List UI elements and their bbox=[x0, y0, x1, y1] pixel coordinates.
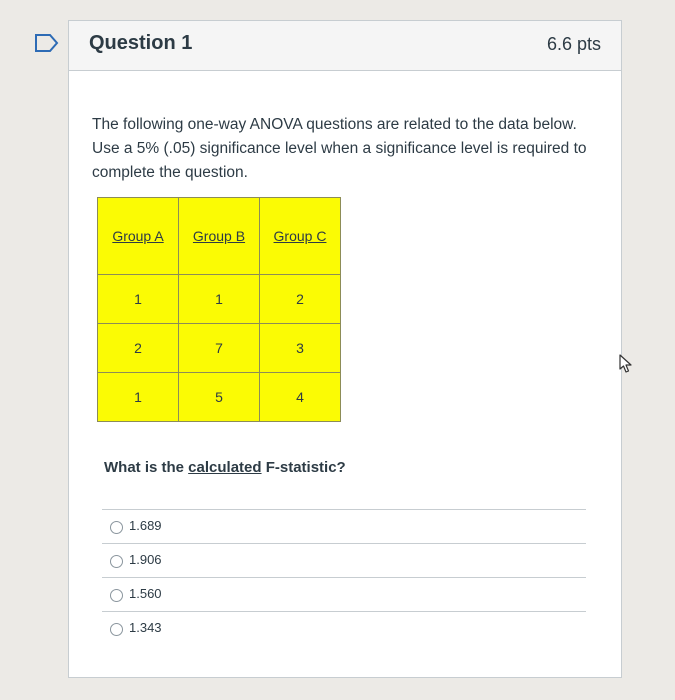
table-row bbox=[98, 324, 341, 373]
table-header-cell: Group A bbox=[98, 198, 179, 275]
radio-button[interactable] bbox=[110, 589, 123, 602]
answer-label[interactable]: 1.906 bbox=[129, 552, 162, 567]
bookmark-flag-icon[interactable] bbox=[34, 33, 60, 53]
radio-button[interactable] bbox=[110, 521, 123, 534]
table-header-row bbox=[98, 198, 341, 275]
table-cell: 7 bbox=[179, 324, 260, 373]
prompt-text: What is the bbox=[104, 459, 189, 476]
table-row bbox=[98, 275, 341, 324]
table-cell: 2 bbox=[260, 275, 341, 324]
radio-button[interactable] bbox=[110, 555, 123, 568]
mouse-pointer-icon bbox=[618, 354, 634, 374]
question-prompt bbox=[104, 459, 346, 476]
question-text: The following one-way ANOVA questions are related to the data below. Use a 5% (.05) significance level when a significance level is required to complete the question. bbox=[92, 116, 587, 181]
answer-label[interactable]: 1.343 bbox=[129, 620, 162, 635]
answer-list bbox=[102, 509, 586, 645]
table-cell: 1 bbox=[98, 373, 179, 422]
table-cell: 3 bbox=[260, 324, 341, 373]
question-card bbox=[68, 20, 622, 678]
table-header-cell: Group C bbox=[260, 198, 341, 275]
data-table bbox=[97, 197, 341, 422]
table-cell: 4 bbox=[260, 373, 341, 422]
question-title: Question 1 bbox=[89, 32, 193, 54]
answer-option[interactable] bbox=[102, 543, 586, 577]
table-cell: 1 bbox=[98, 275, 179, 324]
answer-option[interactable] bbox=[102, 577, 586, 611]
answer-option[interactable] bbox=[102, 611, 586, 645]
prompt-underlined-text: calculated bbox=[188, 459, 262, 476]
prompt-text: F-statistic? bbox=[261, 459, 346, 476]
radio-button[interactable] bbox=[110, 623, 123, 636]
question-header bbox=[69, 21, 621, 71]
table-row bbox=[98, 373, 341, 422]
answer-label[interactable]: 1.689 bbox=[129, 518, 162, 533]
question-points: 6.6 pts bbox=[546, 34, 601, 54]
table-cell: 5 bbox=[179, 373, 260, 422]
table-header-cell: Group B bbox=[179, 198, 260, 275]
table-cell: 2 bbox=[98, 324, 179, 373]
table-cell: 1 bbox=[179, 275, 260, 324]
answer-option[interactable] bbox=[102, 509, 586, 543]
answer-label[interactable]: 1.560 bbox=[129, 586, 162, 601]
